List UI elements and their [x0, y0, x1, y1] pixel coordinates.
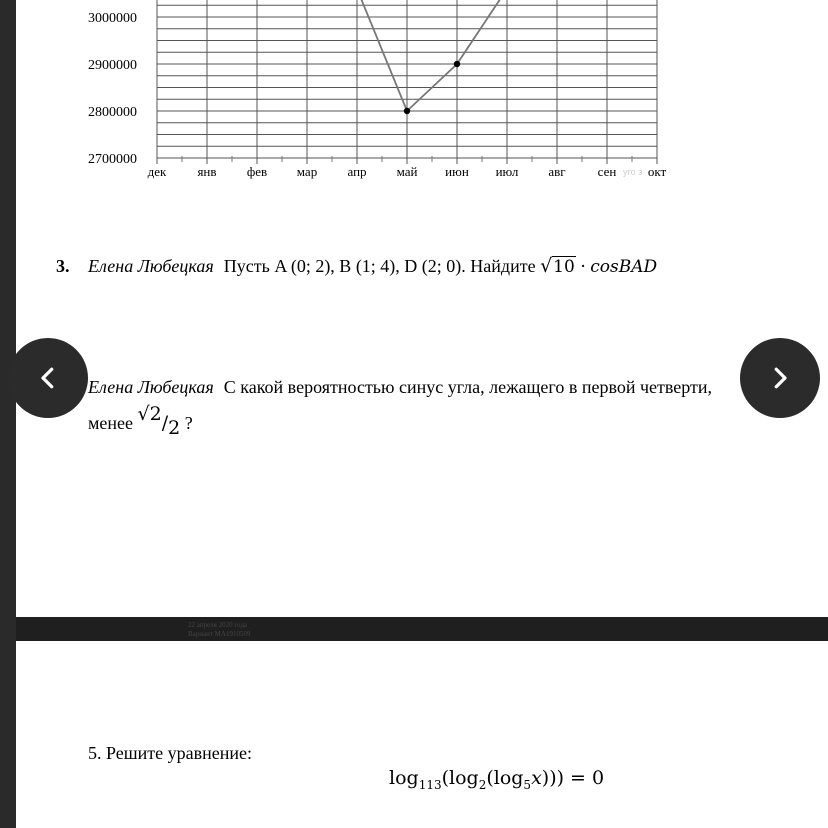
band-variant: Вариант MA1910509	[188, 630, 251, 638]
y-tick-label: 3000000	[88, 11, 137, 26]
problem-5	[88, 743, 252, 764]
problem-4-line2	[88, 403, 193, 439]
chart-grid	[157, 0, 657, 164]
question-mark: ?	[184, 413, 193, 433]
eq-mid1: (log	[441, 767, 479, 789]
chevron-right-icon	[765, 363, 795, 393]
y-tick-label: 2900000	[88, 58, 137, 73]
x-tick-label: мар	[296, 164, 318, 179]
x-tick-label: окт	[647, 164, 667, 179]
sqrt-symbol: √	[540, 255, 553, 277]
x-tick-label: дек	[147, 164, 167, 179]
x-tick-label: сен	[597, 164, 617, 179]
prev-button[interactable]	[8, 338, 88, 418]
problem-text: Пусть A (0; 2), B (1; 4), D (2; 0). Найдите	[223, 256, 536, 276]
x-tick-label: июн	[445, 164, 469, 179]
fraction-numerator: √2	[137, 403, 162, 425]
problem-text-line2: менее	[88, 413, 133, 433]
eq-log: log	[389, 767, 419, 789]
fraction-denominator: 2	[168, 417, 181, 439]
eq-mid2: (log	[486, 767, 524, 789]
line-chart	[0, 0, 828, 200]
fraction-slash: /	[161, 412, 169, 434]
eq-tail: ))) = 0	[541, 767, 605, 789]
x-tick-label: апр	[347, 164, 367, 179]
data-point	[404, 108, 410, 114]
x-tick-label: янв	[197, 164, 217, 179]
x-tick-label: май	[396, 164, 418, 179]
y-axis-labels	[88, 11, 137, 167]
x-tick-label: фев	[246, 164, 268, 179]
x-tick-label: июл	[495, 164, 519, 179]
equation	[389, 767, 604, 792]
data-point	[454, 61, 460, 67]
chevron-left-icon	[33, 363, 63, 393]
next-button[interactable]	[740, 338, 820, 418]
dot-operator: ·	[580, 257, 586, 277]
x-tick-label: авг	[548, 164, 566, 179]
eq-sub-113: 113	[418, 777, 442, 792]
problem-number: 3.	[56, 256, 70, 276]
chart-watermark: уго з	[623, 167, 643, 177]
problem-author: Елена Любецкая	[88, 256, 214, 276]
radicand: 10	[553, 257, 575, 277]
eq-sub-2: 2	[478, 777, 487, 792]
x-axis-labels	[148, 164, 667, 179]
problem-4	[56, 377, 712, 398]
problem-5-label: 5. Решите уравнение:	[88, 743, 252, 763]
math-expression: cosBAD	[590, 257, 658, 277]
problem-author: Елена Любецкая	[88, 377, 214, 397]
problem-3	[56, 255, 657, 277]
eq-sub-5: 5	[523, 777, 532, 792]
y-tick-label: 2700000	[88, 152, 137, 167]
band-date: 22 апреля 2020 года	[188, 621, 247, 629]
problem-text: С какой вероятностью синус угла, лежащего в первой четверти,	[223, 377, 713, 397]
eq-var: x	[531, 767, 542, 789]
page-separator	[16, 617, 828, 641]
y-tick-label: 2800000	[88, 105, 137, 120]
